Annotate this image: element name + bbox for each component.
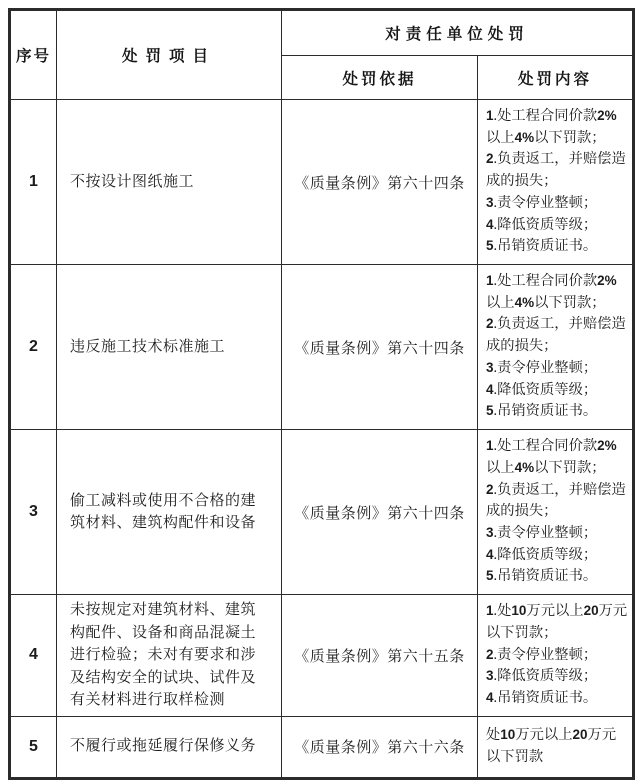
penalty-table [8, 8, 635, 780]
row-number-cell: 2 [10, 265, 57, 430]
header-group-responsible-unit: 对责任单位处罚 [282, 10, 634, 56]
table-header [10, 10, 634, 100]
penalty-basis-cell: 《质量条例》第六十四条 [282, 100, 478, 265]
penalty-content-line: 2.负责返工，并赔偿造成的损失； [486, 481, 626, 520]
table-row [10, 100, 634, 265]
penalty-content-line: 5.吊销资质证书。 [486, 403, 598, 420]
header-col-basis: 处罚依据 [282, 56, 478, 100]
penalty-content-line: 3.责令停业整顿； [486, 194, 598, 211]
header-col-content: 处罚内容 [478, 56, 634, 100]
table-row [10, 430, 634, 595]
penalty-item-cell: 未按规定对建筑材料、建筑构配件、设备和商品混凝土进行检验；未对有要求和涉及结构安全的试块、试件及有关材料进行取样检测 [57, 595, 282, 717]
penalty-item-cell: 偷工减料或使用不合格的建筑材料、建筑构配件和设备 [57, 430, 282, 595]
penalty-content-cell [478, 595, 634, 717]
penalty-content-line: 5.吊销资质证书。 [486, 238, 598, 255]
penalty-content-line: 5.吊销资质证书。 [486, 568, 598, 585]
header-col-item: 处罚项目 [57, 10, 282, 100]
penalty-content-line: 4.降低资质等级； [486, 546, 598, 563]
penalty-content-line: 3.降低资质等级； [486, 668, 598, 685]
table-row [10, 265, 634, 430]
penalty-basis-cell: 《质量条例》第六十四条 [282, 265, 478, 430]
row-number-cell: 5 [10, 716, 57, 778]
penalty-content-line: 2.负责返工，并赔偿造成的损失； [486, 316, 626, 355]
penalty-basis-cell: 《质量条例》第六十四条 [282, 430, 478, 595]
penalty-item-cell: 不按设计图纸施工 [57, 100, 282, 265]
penalty-basis-cell: 《质量条例》第六十六条 [282, 716, 478, 778]
row-number-cell: 4 [10, 595, 57, 717]
penalty-content-line: 1.处工程合同价款2%以上4%以下罚款； [486, 273, 617, 311]
penalty-content-line: 4.吊销资质证书。 [486, 689, 598, 706]
penalty-basis-cell: 《质量条例》第六十五条 [282, 595, 478, 717]
row-number-cell: 1 [10, 100, 57, 265]
table-row [10, 595, 634, 717]
penalty-content-line: 1.处工程合同价款2%以上4%以下罚款； [486, 438, 617, 476]
header-col-no: 序号 [10, 10, 57, 100]
penalty-content-line: 4.降低资质等级； [486, 216, 598, 233]
penalty-item-cell: 违反施工技术标准施工 [57, 265, 282, 430]
penalty-content-cell [478, 716, 634, 778]
penalty-content-line: 1.处工程合同价款2%以上4%以下罚款； [486, 108, 617, 146]
penalty-content-line: 处10万元以上20万元以下罚款 [486, 726, 617, 765]
penalty-content-line: 2.负责返工，并赔偿造成的损失； [486, 151, 626, 190]
table-row [10, 716, 634, 778]
penalty-item-cell: 不履行或拖延履行保修义务 [57, 716, 282, 778]
row-number-cell: 3 [10, 430, 57, 595]
penalty-content-line: 2.责令停业整顿； [486, 646, 598, 663]
table-body [10, 100, 634, 779]
penalty-content-cell [478, 430, 634, 595]
penalty-content-cell [478, 265, 634, 430]
penalty-content-line: 4.降低资质等级； [486, 381, 598, 398]
penalty-content-line: 3.责令停业整顿； [486, 359, 598, 376]
penalty-content-line: 3.责令停业整顿； [486, 524, 598, 541]
penalty-content-line: 1.处10万元以上20万元以下罚款； [486, 603, 628, 641]
penalty-content-cell [478, 100, 634, 265]
